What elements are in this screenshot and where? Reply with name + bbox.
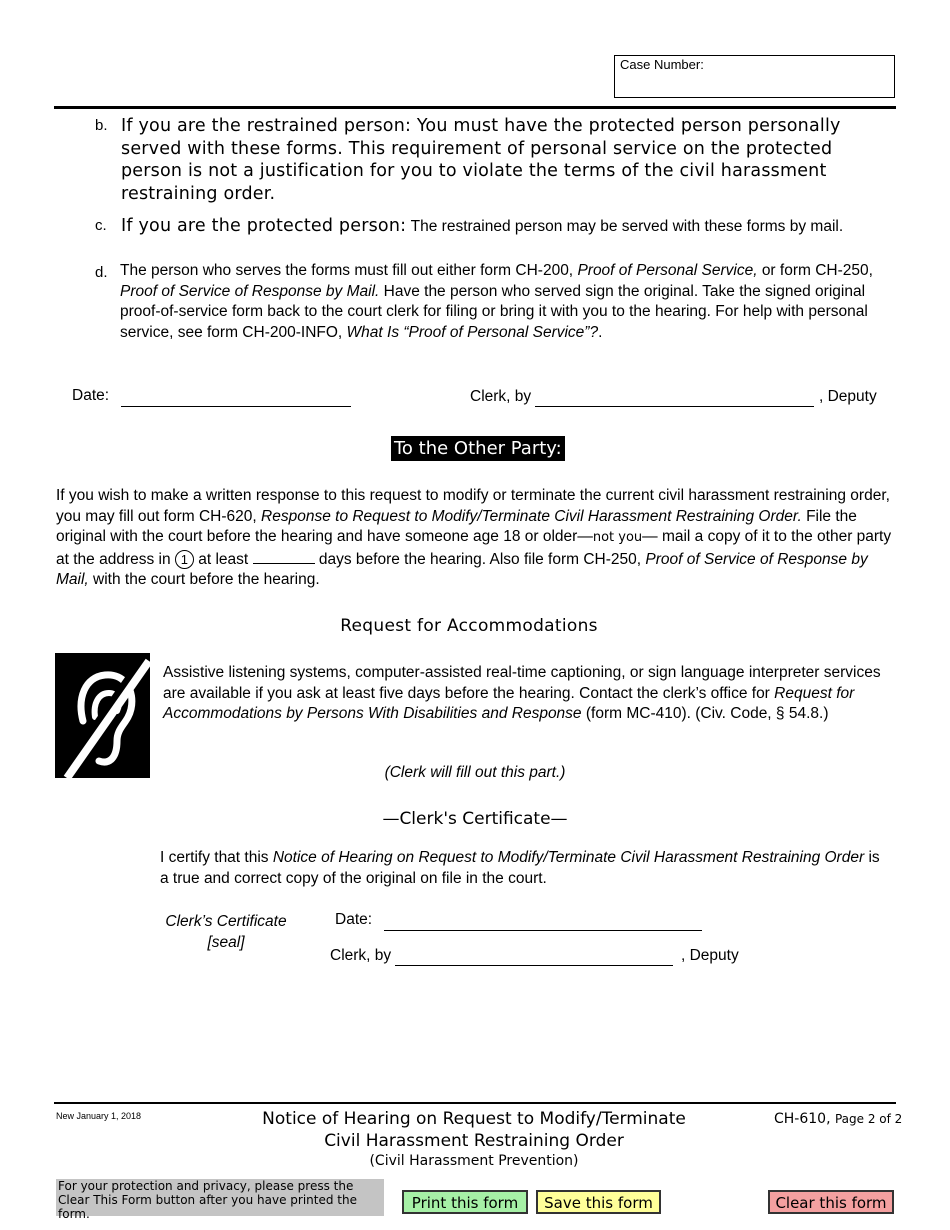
certificate-date-label: Date:	[335, 911, 373, 928]
item-c-text	[121, 215, 896, 238]
deputy-label: , Deputy	[819, 388, 877, 405]
header-divider	[54, 106, 896, 109]
certificate-date-field[interactable]	[384, 930, 702, 931]
certificate-heading: —Clerk's Certificate—	[382, 809, 568, 829]
clerk-note: (Clerk will fill out this part.)	[384, 764, 566, 781]
save-button[interactable]: Save this form	[536, 1190, 661, 1214]
privacy-note: For your protection and privacy, please press the Clear This Form button after you have printed the form.	[56, 1179, 384, 1216]
certificate-seal: Clerk’s Certificate [seal]	[165, 913, 287, 951]
clerk-label: Clerk, by	[470, 388, 532, 405]
accommodations-text: Assistive listening systems, computer-assisted real-time captioning, or sign language interpreter services are available if you ask at least five days before the hearing. Contact the clerk’s office for Request for Accommodations by Persons With Disabilities and Response (form MC-410). (Civ. Code, § 54.8.)	[163, 664, 881, 722]
accommodations-heading: Request for Accommodations	[340, 616, 598, 636]
item-c-letter: c.	[95, 217, 107, 234]
case-number-field[interactable]	[614, 55, 895, 98]
form-id: CH-610, Page 2 of 2	[774, 1111, 903, 1127]
case-number-label: Case Number:	[620, 57, 704, 72]
clerk-signature-field[interactable]	[535, 406, 814, 407]
footer-divider	[54, 1102, 896, 1104]
revision-date: New January 1, 2018	[56, 1111, 142, 1121]
other-party-text: If you wish to make a written response to this request to modify or terminate the current civil harassment restraining order, you may fill out form CH-620, Response to Request to Modify/Terminate Civil Harassment Restraining Order. File the original with the court before the hearing and have someone age 18 or older—not you— mail a copy of it to the other party at the address in 1 at least days before the hearing. Also file form CH-250, Proof of Service of Response by Mail, with the court before the hearing.	[56, 487, 892, 588]
item-b-text: If you are the restrained person: You must have the protected person personally served with these forms. This requirement of personal service on the protected person is not a justification for you to violate the terms of the civil harassment restraining order.	[121, 116, 841, 204]
other-party-heading: To the Other Party:	[391, 436, 565, 461]
days-field[interactable]	[253, 549, 315, 564]
item-d-text: The person who serves the forms must fill out either form CH-200, Proof of Personal Service, or form CH-250, Proof of Service of Response by Mail. Have the person who served sign the original. Take the signed original proof-of-service form back to the court clerk for filing or bring it with you to the hearing. For help with personal service, see form CH-200-INFO, What Is “Proof of Personal Service”?.	[120, 262, 873, 341]
item-c-rest: The restrained person may be served with these forms by mail.	[410, 218, 844, 235]
footer-title: Notice of Hearing on Request to Modify/Terminate Civil Harassment Restraining Order	[262, 1109, 686, 1151]
date-field[interactable]	[121, 406, 351, 407]
item-d-letter: d.	[95, 264, 108, 281]
footer-subtitle: (Civil Harassment Prevention)	[369, 1153, 579, 1169]
date-label: Date:	[72, 387, 110, 404]
hearing-impaired-icon	[55, 653, 150, 778]
certificate-clerk-label: Clerk, by	[330, 947, 392, 964]
item-1-reference: 1	[175, 550, 194, 569]
clear-button[interactable]: Clear this form	[768, 1190, 894, 1214]
certificate-clerk-signature-field[interactable]	[395, 965, 673, 966]
item-b-letter: b.	[95, 117, 108, 134]
item-c-lead: If you are the protected person:	[121, 216, 407, 236]
certificate-text: I certify that this Notice of Hearing on Request to Modify/Terminate Civil Harassment Restraining Order is a true and correct copy of the original on file in the court.	[160, 849, 880, 887]
certificate-deputy-label: , Deputy	[681, 947, 739, 964]
print-button[interactable]: Print this form	[402, 1190, 528, 1214]
